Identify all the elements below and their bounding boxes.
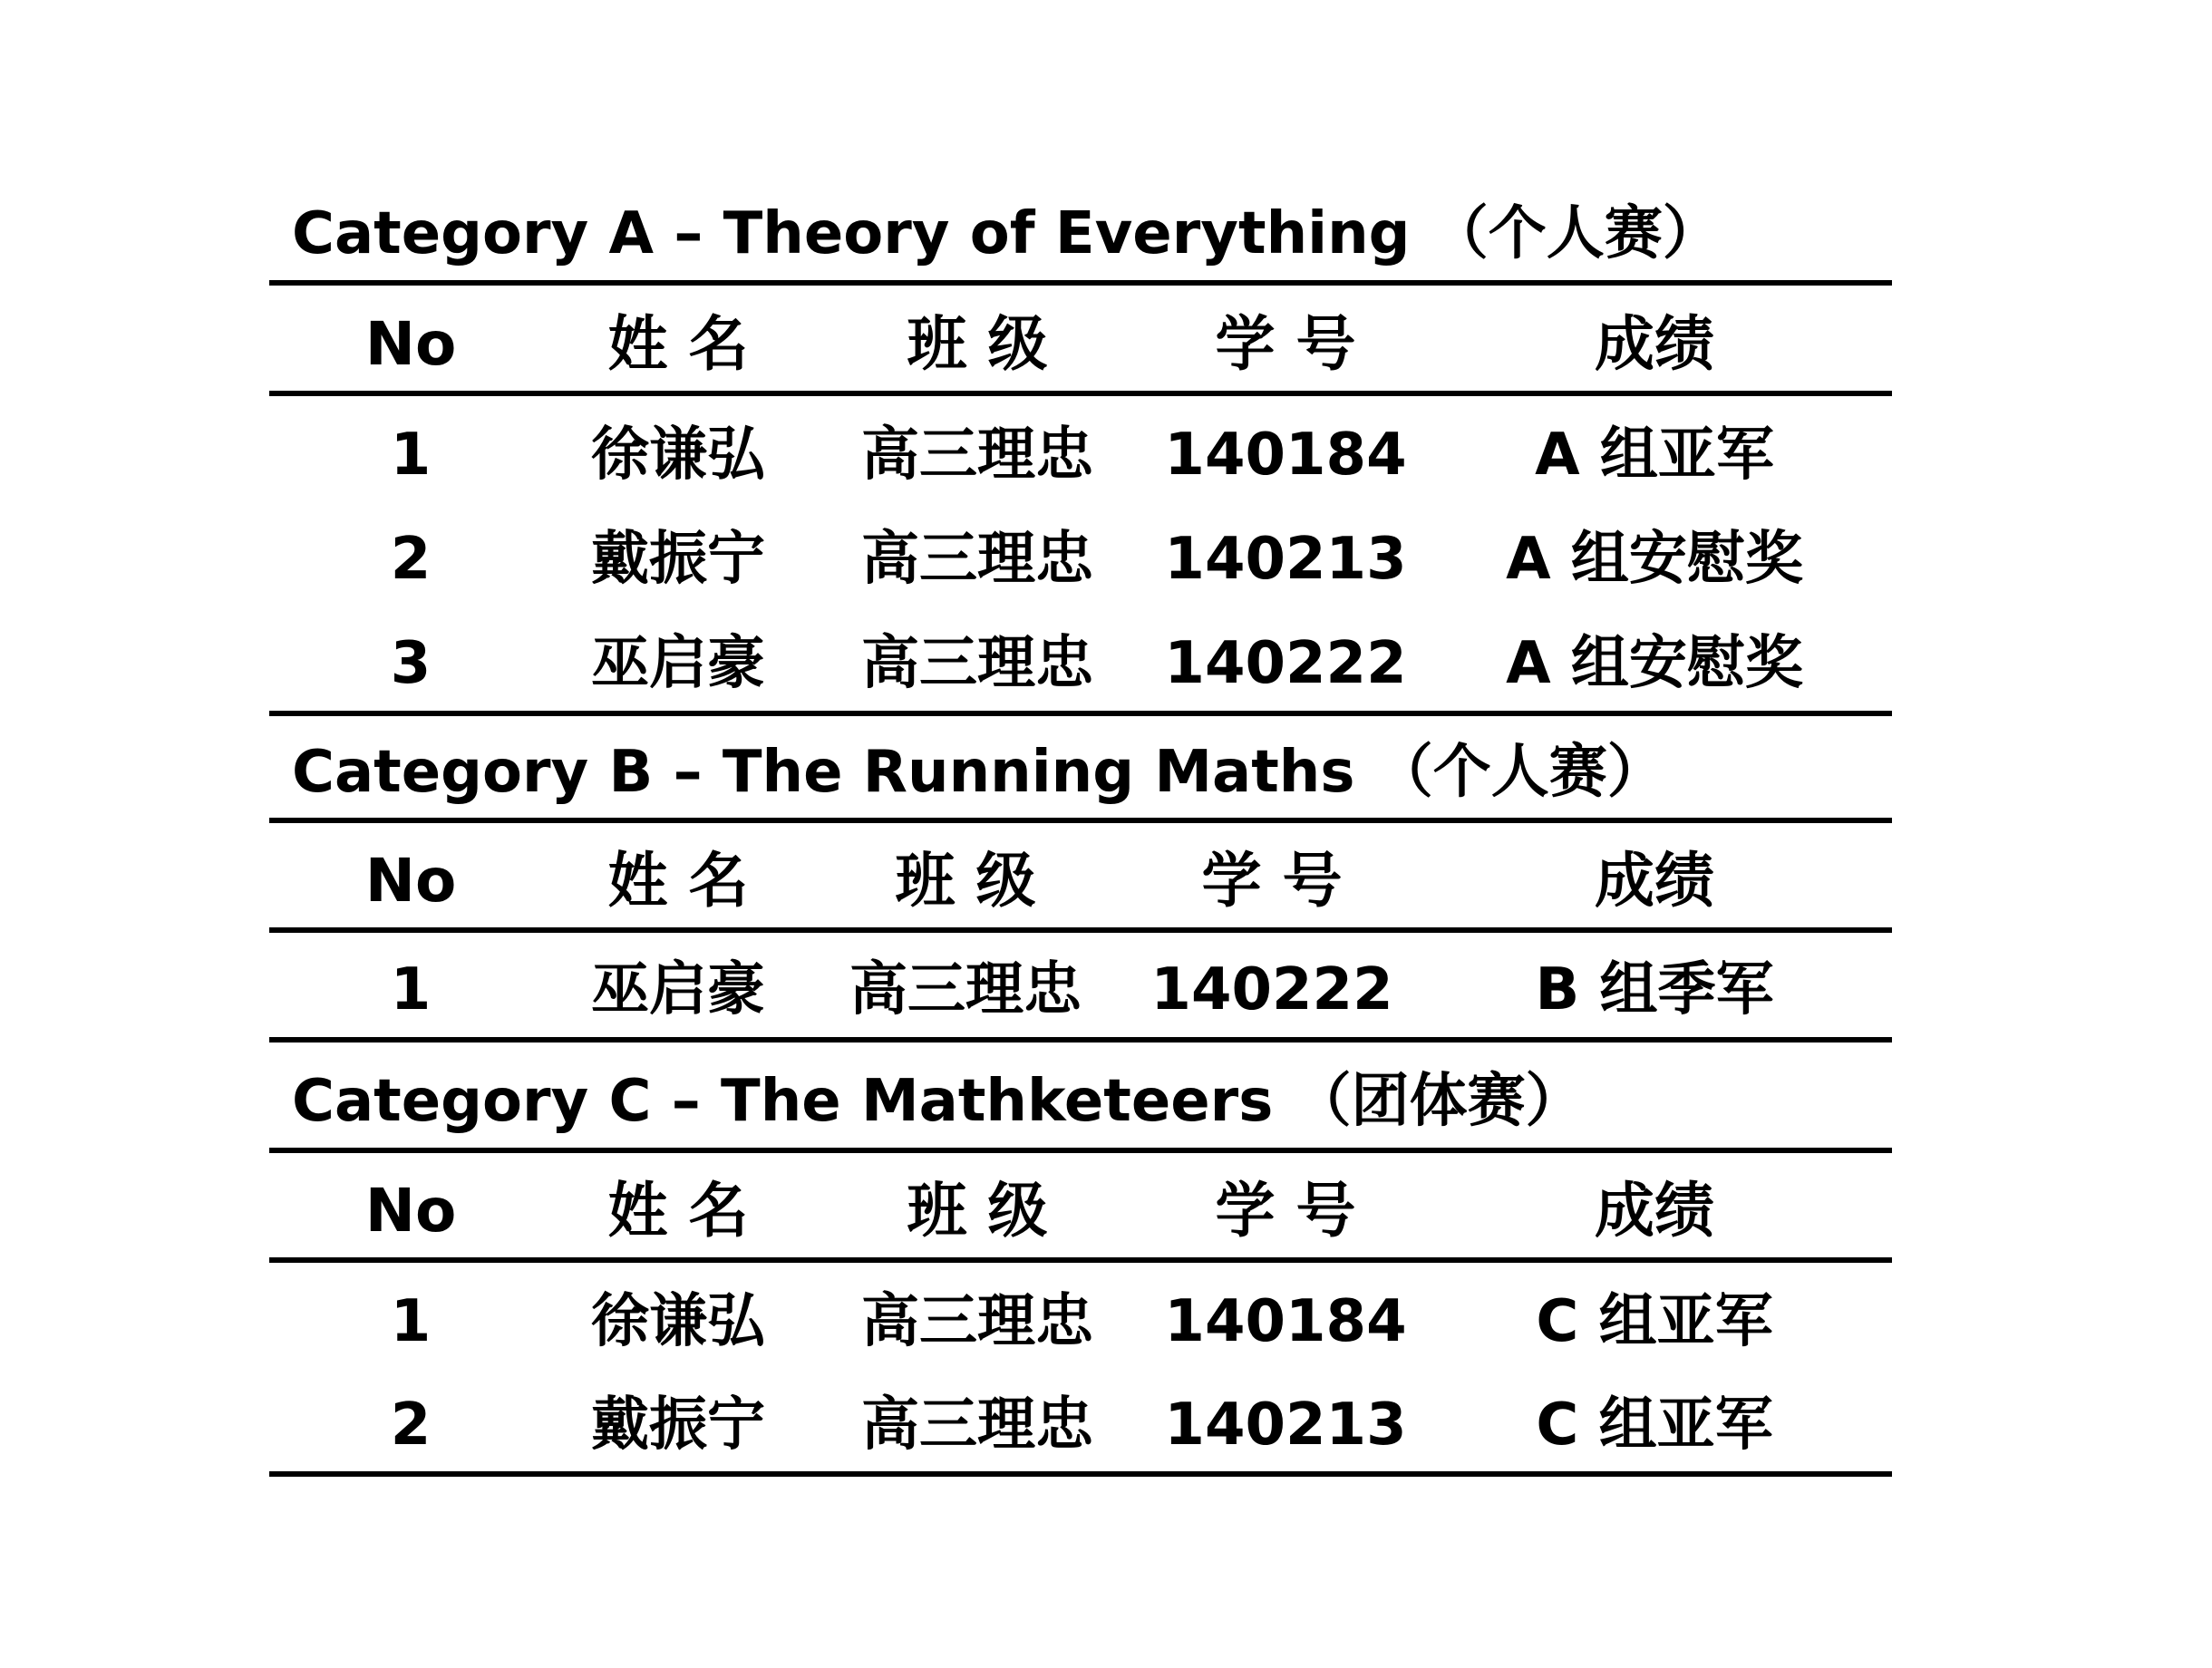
category-b-top-rule [269, 818, 1892, 823]
category-b-bottom-rule [269, 1037, 1892, 1042]
cell-class: 高三理忠 [861, 526, 1093, 593]
cell-class: 高三理忠 [849, 956, 1082, 1023]
cell-no: 1 [390, 956, 432, 1023]
cell-student-id: 140213 [1164, 1392, 1407, 1459]
cell-no: 1 [390, 422, 432, 489]
cell-student-id: 140213 [1164, 526, 1407, 593]
category-b-title: Category B – The Running Maths （个人赛） [292, 739, 1665, 806]
column-header-class: 班 级 [895, 846, 1036, 916]
cell-result: A 组安慰奖 [1506, 526, 1803, 593]
cell-class: 高三理忠 [861, 630, 1093, 697]
column-header-result: 成绩 [1595, 1176, 1714, 1246]
category-c-bottom-rule [269, 1471, 1892, 1477]
cell-result: A 组亚军 [1535, 422, 1774, 489]
cell-class: 高三理忠 [861, 1392, 1093, 1459]
cell-name: 巫启豪 [591, 956, 765, 1023]
column-header-result: 成绩 [1595, 846, 1714, 916]
column-header-no: No [364, 309, 457, 379]
cell-result: C 组亚军 [1536, 1288, 1773, 1355]
column-header-class: 班 级 [907, 309, 1048, 379]
cell-class: 高三理忠 [861, 1288, 1093, 1355]
cell-name: 戴振宁 [591, 526, 765, 593]
cell-name: 徐谦弘 [591, 422, 765, 489]
column-header-student-id: 学 号 [1201, 846, 1343, 916]
category-b-header-rule [269, 927, 1892, 933]
cell-class: 高三理忠 [861, 422, 1093, 489]
column-header-class: 班 级 [907, 1176, 1048, 1246]
cell-no: 1 [390, 1288, 432, 1355]
column-header-result: 成绩 [1595, 309, 1714, 379]
cell-name: 巫启豪 [591, 630, 765, 697]
category-a-title: Category A – Theory of Everything （个人赛） [292, 200, 1721, 267]
category-c-title: Category C – The Mathketeers （团体赛） [292, 1068, 1584, 1135]
cell-student-id: 140222 [1164, 630, 1407, 697]
column-header-student-id: 学 号 [1215, 1176, 1356, 1246]
cell-no: 2 [390, 526, 432, 593]
category-a-bottom-rule [269, 711, 1892, 716]
column-header-name: 姓 名 [607, 309, 749, 379]
cell-no: 3 [390, 630, 432, 697]
category-c-top-rule [269, 1148, 1892, 1153]
category-a-header-rule [269, 391, 1892, 396]
cell-student-id: 140184 [1164, 1288, 1407, 1355]
cell-result: C 组亚军 [1536, 1392, 1773, 1459]
column-header-name: 姓 名 [607, 1176, 749, 1246]
column-header-student-id: 学 号 [1215, 309, 1356, 379]
column-header-no: No [364, 1176, 457, 1246]
cell-result: A 组安慰奖 [1506, 630, 1803, 697]
column-header-name: 姓 名 [607, 846, 749, 916]
column-header-no: No [364, 846, 457, 916]
cell-student-id: 140222 [1150, 956, 1393, 1023]
cell-result: B 组季军 [1535, 956, 1774, 1023]
cell-student-id: 140184 [1164, 422, 1407, 489]
cell-name: 徐谦弘 [591, 1288, 765, 1355]
category-a-top-rule [269, 280, 1892, 286]
cell-no: 2 [390, 1392, 432, 1459]
category-c-header-rule [269, 1257, 1892, 1263]
cell-name: 戴振宁 [591, 1392, 765, 1459]
